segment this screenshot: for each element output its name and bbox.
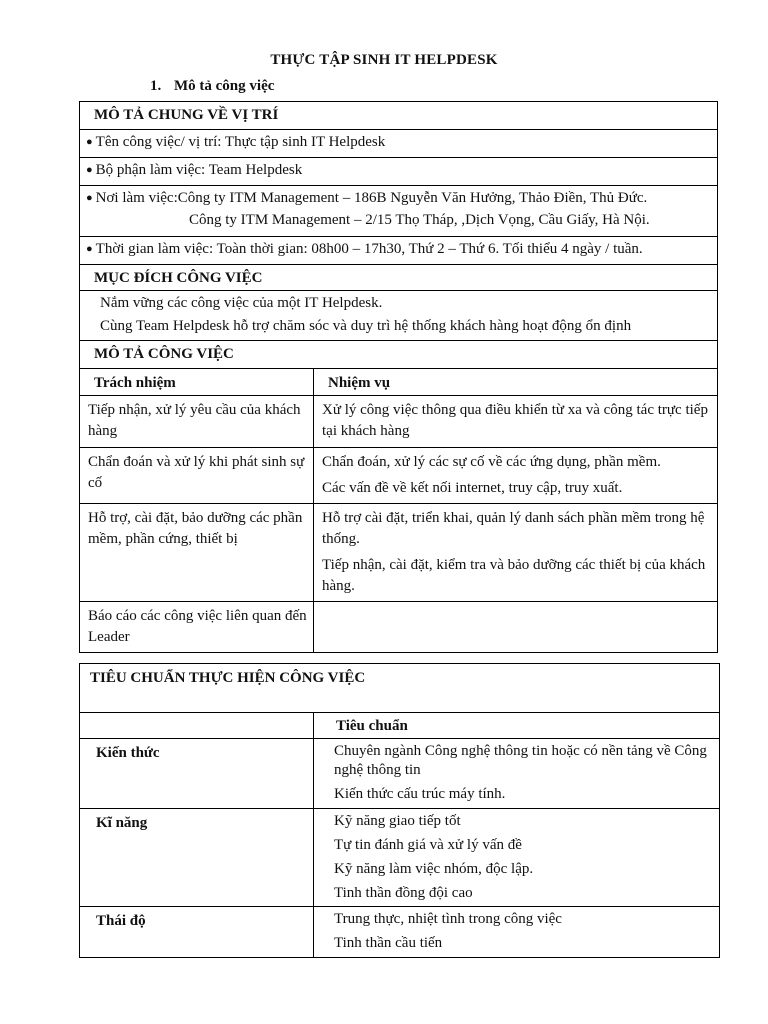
skills-label: Kĩ năng: [80, 809, 314, 907]
standard-text: Trung thực, nhiệt tình trong công việc: [334, 911, 562, 927]
section-number: 1.: [150, 78, 162, 94]
responsibility-cell: Hỗ trợ, cài đặt, bảo dưỡng các phần mềm, phần cứng, thiết bị: [80, 504, 314, 602]
standards-table: [79, 663, 720, 958]
tasks-column-header: Nhiệm vụ: [314, 369, 718, 396]
tasks-cell: [314, 602, 718, 653]
purpose-line: Cùng Team Helpdesk hỗ trợ chăm sóc và duy trì hệ thống khách hàng hoạt động ổn định: [100, 318, 632, 334]
position-text: Tên công việc/ vị trí: Thực tập sinh IT Helpdesk: [95, 134, 386, 150]
working-time-row: [80, 237, 718, 265]
department-text: Bộ phận làm việc: Team Helpdesk: [95, 162, 303, 178]
standard-text: Chuyên ngành Công nghệ thông tin hoặc có nền tảng về Công nghệ thông tin: [334, 743, 707, 778]
responsibility-cell: Báo cáo các công việc liên quan đến Leader: [80, 602, 314, 653]
bullet-icon: ●: [86, 136, 93, 148]
table-row: [80, 504, 718, 602]
general-header: MÔ TẢ CHUNG VỀ VỊ TRÍ: [80, 102, 718, 130]
purpose-header: MỤC ĐÍCH CÔNG VIỆC: [80, 265, 718, 291]
purpose-row: [80, 291, 718, 341]
document-title: THỰC TẬP SINH IT HELPDESK: [270, 52, 498, 68]
table-row: [80, 907, 720, 958]
table-row: [80, 448, 718, 504]
task-text: Tiếp nhận, cài đặt, kiểm tra và bảo dưỡng các thiết bị của khách hàng.: [322, 557, 706, 594]
bullet-icon: ●: [86, 243, 93, 255]
task-text: Hỗ trợ cài đặt, triển khai, quản lý danh sách phần mềm trong hệ thống.: [322, 510, 705, 547]
bullet-icon: ●: [86, 192, 93, 204]
tasks-cell: [314, 396, 718, 448]
standard-text: Tinh thần cầu tiến: [334, 935, 443, 951]
table-row: [80, 809, 720, 907]
task-text: Các vấn đề về kết nối internet, truy cập, truy xuất.: [322, 480, 623, 496]
knowledge-label: Kiến thức: [80, 739, 314, 809]
task-text: Chẩn đoán, xử lý các sự cố về các ứng dụng, phần mềm.: [322, 454, 661, 470]
location-line-1: Nơi làm việc:Công ty ITM Management – 186B Nguyễn Văn Hưởng, Thảo Điền, Thủ Đức.: [95, 190, 648, 206]
location-line-2: Công ty ITM Management – 2/15 Thọ Tháp, ,Dịch Vọng, Cầu Giấy, Hà Nội.: [189, 212, 650, 228]
job-description-table: [79, 101, 718, 653]
responsibility-column-header: Trách nhiệm: [80, 369, 314, 396]
standard-text: Kiến thức cấu trúc máy tính.: [334, 786, 506, 802]
bullet-icon: ●: [86, 164, 93, 176]
skills-cell: [314, 809, 720, 907]
section-heading: [150, 78, 274, 95]
attitude-cell: [314, 907, 720, 958]
task-text: Xử lý công việc thông qua điều khiển từ xa và công tác trực tiếp tại khách hàng: [322, 402, 708, 439]
position-row: [80, 130, 718, 158]
table-row: [80, 602, 718, 653]
standard-text: Kỹ năng giao tiếp tốt: [334, 813, 461, 829]
job-description-header: MÔ TẢ CÔNG VIỆC: [80, 341, 718, 369]
responsibility-cell: Chẩn đoán và xử lý khi phát sinh sự cố: [80, 448, 314, 504]
standards-header: TIÊU CHUẨN THỰC HIỆN CÔNG VIỆC: [80, 664, 720, 713]
responsibility-cell: Tiếp nhận, xử lý yêu cầu của khách hàng: [80, 396, 314, 448]
section-title: Mô tả công việc: [174, 78, 275, 94]
standard-text: Tinh thần đồng đội cao: [334, 885, 473, 901]
tasks-cell: [314, 448, 718, 504]
attitude-label: Thái độ: [80, 907, 314, 958]
knowledge-cell: [314, 739, 720, 809]
purpose-line: Nắm vững các công việc của một IT Helpdesk.: [100, 295, 383, 311]
department-row: [80, 158, 718, 186]
table-row: [80, 396, 718, 448]
standard-text: Kỹ năng làm việc nhóm, độc lập.: [334, 861, 534, 877]
working-time-text: Thời gian làm việc: Toàn thời gian: 08h00 – 17h30, Thứ 2 – Thứ 6. Tối thiểu 4 ngày / tuần.: [95, 241, 643, 257]
standard-text: Tự tin đánh giá và xử lý vấn đề: [334, 837, 522, 853]
standard-column-header: Tiêu chuẩn: [314, 713, 720, 739]
tasks-cell: [314, 504, 718, 602]
table-row: [80, 739, 720, 809]
empty-header-cell: [80, 713, 314, 739]
location-row: [80, 186, 718, 237]
